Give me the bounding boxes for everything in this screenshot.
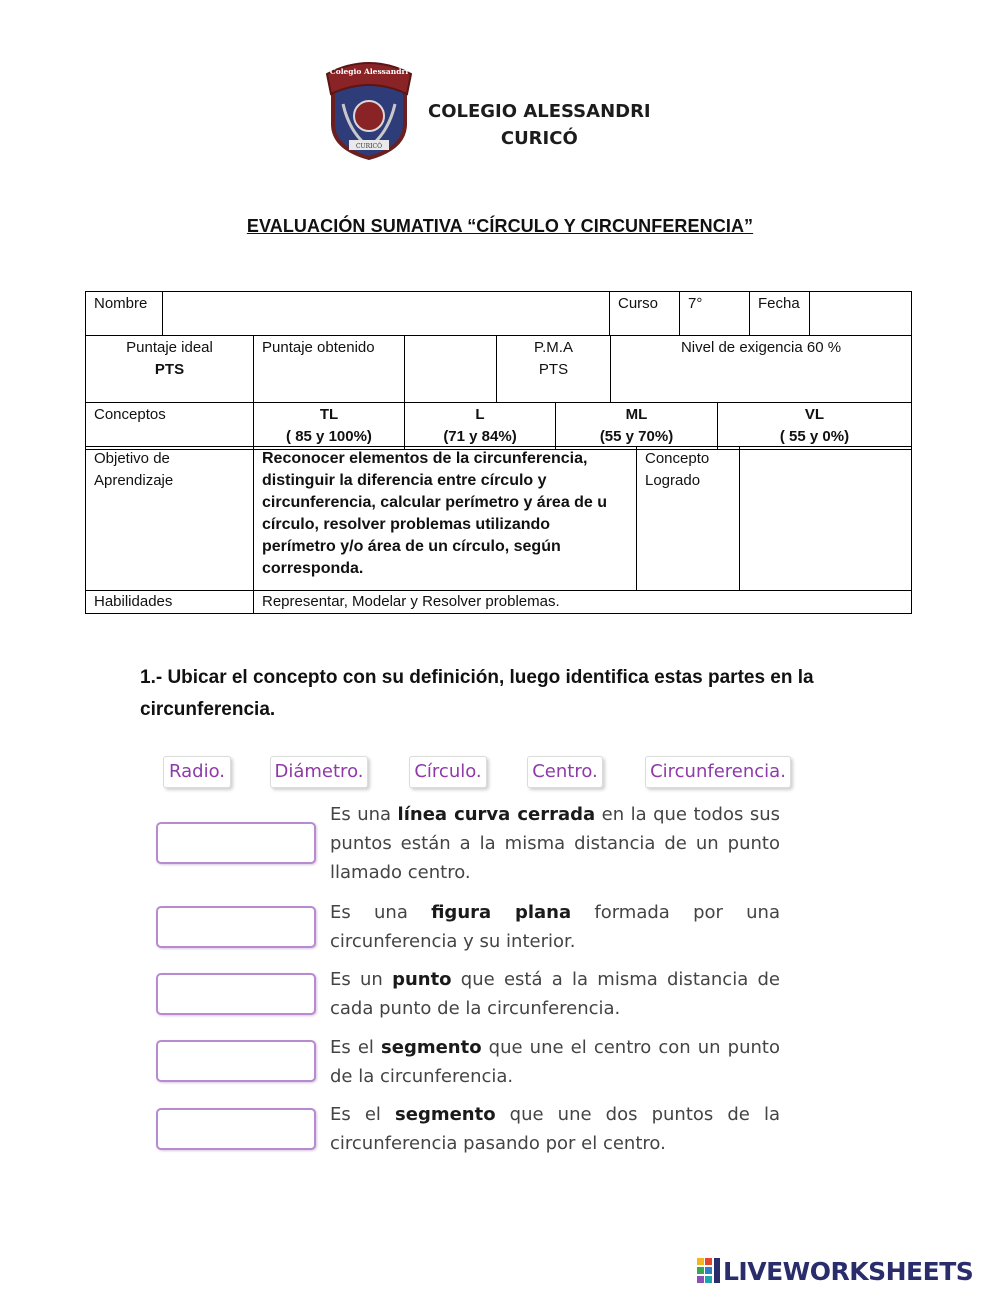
word-centro[interactable]: Centro.	[527, 756, 603, 788]
curso-value: 7°	[680, 292, 750, 336]
answer-box-2[interactable]	[156, 906, 316, 948]
habilidades-row	[85, 590, 912, 614]
exam-title: EVALUACIÓN SUMATIVA “CÍRCULO Y CIRCUNFERENCIA”	[246, 216, 754, 236]
pma-label: P.M.A	[534, 339, 573, 356]
liveworksheets-logo	[697, 1255, 973, 1287]
definition-keyword: línea curva cerrada	[397, 804, 596, 825]
objetivo-label-line: Aprendizaje	[94, 472, 174, 489]
concepto-logrado-line: Concepto	[645, 450, 710, 467]
fecha-field[interactable]	[810, 292, 912, 336]
student-info-row	[85, 291, 912, 336]
objetivo-label-line: Objetivo de	[94, 450, 170, 467]
definition-1: Es una línea curva cerrada en la que todos sus puntos están a la misma distancia de un punto llamado centro.	[330, 804, 780, 883]
question-1: 1.- Ubicar el concepto con su definición, luego identifica estas partes en la circunferencia.	[140, 667, 814, 720]
score-row	[85, 335, 912, 403]
level-range: ( 55 y 0%)	[779, 428, 850, 445]
word-circunferencia[interactable]: Circunferencia.	[645, 756, 791, 788]
answer-box-4[interactable]	[156, 1040, 316, 1082]
word-diametro[interactable]: Diámetro.	[270, 756, 368, 788]
definition-keyword: punto	[392, 969, 452, 990]
level-code: ML	[625, 406, 648, 423]
liveworksheets-text: LIVEWORKSHEETS	[723, 1256, 974, 1286]
objetivo-text: Reconocer elementos de la circunferencia, distinguir la diferencia entre círculo y circunferencia, calcular perímetro y área de u círculo, resolver problemas utilizando perímetro y/o área de un círculo, según corresponda.	[254, 447, 637, 591]
school-crest-logo	[325, 60, 413, 160]
answer-box-5[interactable]	[156, 1108, 316, 1150]
puntaje-obtenido-label: Puntaje obtenido	[254, 336, 405, 403]
puntaje-ideal-label: Puntaje ideal	[126, 339, 213, 356]
answer-box-3[interactable]	[156, 973, 316, 1015]
definition-3: Es un punto que está a la misma distancia de cada punto de la circunferencia.	[330, 969, 780, 1019]
concepto-logrado-line: Logrado	[645, 472, 701, 489]
conceptos-label: Conceptos	[86, 403, 254, 450]
liveworksheets-icon	[697, 1258, 721, 1284]
definition-keyword: segmento	[381, 1037, 482, 1058]
crest-text-bottom: CURICÓ	[355, 143, 383, 150]
word-circulo[interactable]: Círculo.	[409, 756, 487, 788]
level-range: (71 y 84%)	[443, 428, 517, 445]
definition-keyword: figura plana	[431, 902, 572, 923]
school-city: CURICÓ	[500, 128, 578, 149]
nivel-exigencia: Nivel de exigencia 60 %	[611, 336, 912, 403]
answer-box-1[interactable]	[156, 822, 316, 864]
school-name: COLEGIO ALESSANDRI	[428, 101, 651, 122]
level-range: (55 y 70%)	[599, 428, 674, 445]
habilidades-text: Representar, Modelar y Resolver problemas.	[254, 591, 912, 614]
fecha-label: Fecha	[750, 292, 810, 336]
level-tl	[254, 403, 405, 450]
level-vl	[718, 403, 912, 450]
definition-5: Es el segmento que une dos puntos de la circunferencia pasando por el centro.	[330, 1104, 780, 1154]
nombre-field[interactable]	[163, 292, 610, 336]
definition-keyword: segmento	[395, 1104, 496, 1125]
puntaje-obtenido-field[interactable]	[405, 336, 497, 403]
school-name-block	[428, 98, 651, 152]
objetivo-label	[86, 447, 254, 591]
conceptos-row	[85, 402, 912, 450]
level-ml	[556, 403, 718, 450]
definition-2: Es una figura plana formada por una circunferencia y su interior.	[330, 902, 780, 952]
definition-4: Es el segmento que une el centro con un punto de la circunferencia.	[330, 1037, 780, 1087]
nombre-label: Nombre	[86, 292, 163, 336]
word-radio[interactable]: Radio.	[163, 756, 231, 788]
level-code: VL	[804, 406, 825, 423]
habilidades-label: Habilidades	[86, 591, 254, 614]
concepto-logrado-label	[637, 447, 740, 591]
puntaje-ideal-unit: PTS	[154, 361, 185, 378]
objetivo-row	[85, 446, 912, 591]
crest-text-top: Colegio Alessandri	[329, 67, 409, 76]
level-code: L	[475, 406, 485, 423]
pma-cell	[497, 336, 611, 403]
concepto-logrado-field[interactable]	[740, 447, 912, 591]
pma-unit: PTS	[538, 361, 569, 378]
level-l	[405, 403, 556, 450]
curso-label: Curso	[610, 292, 680, 336]
level-range: ( 85 y 100%)	[286, 428, 372, 445]
puntaje-ideal-cell	[86, 336, 254, 403]
level-code: TL	[319, 406, 339, 423]
